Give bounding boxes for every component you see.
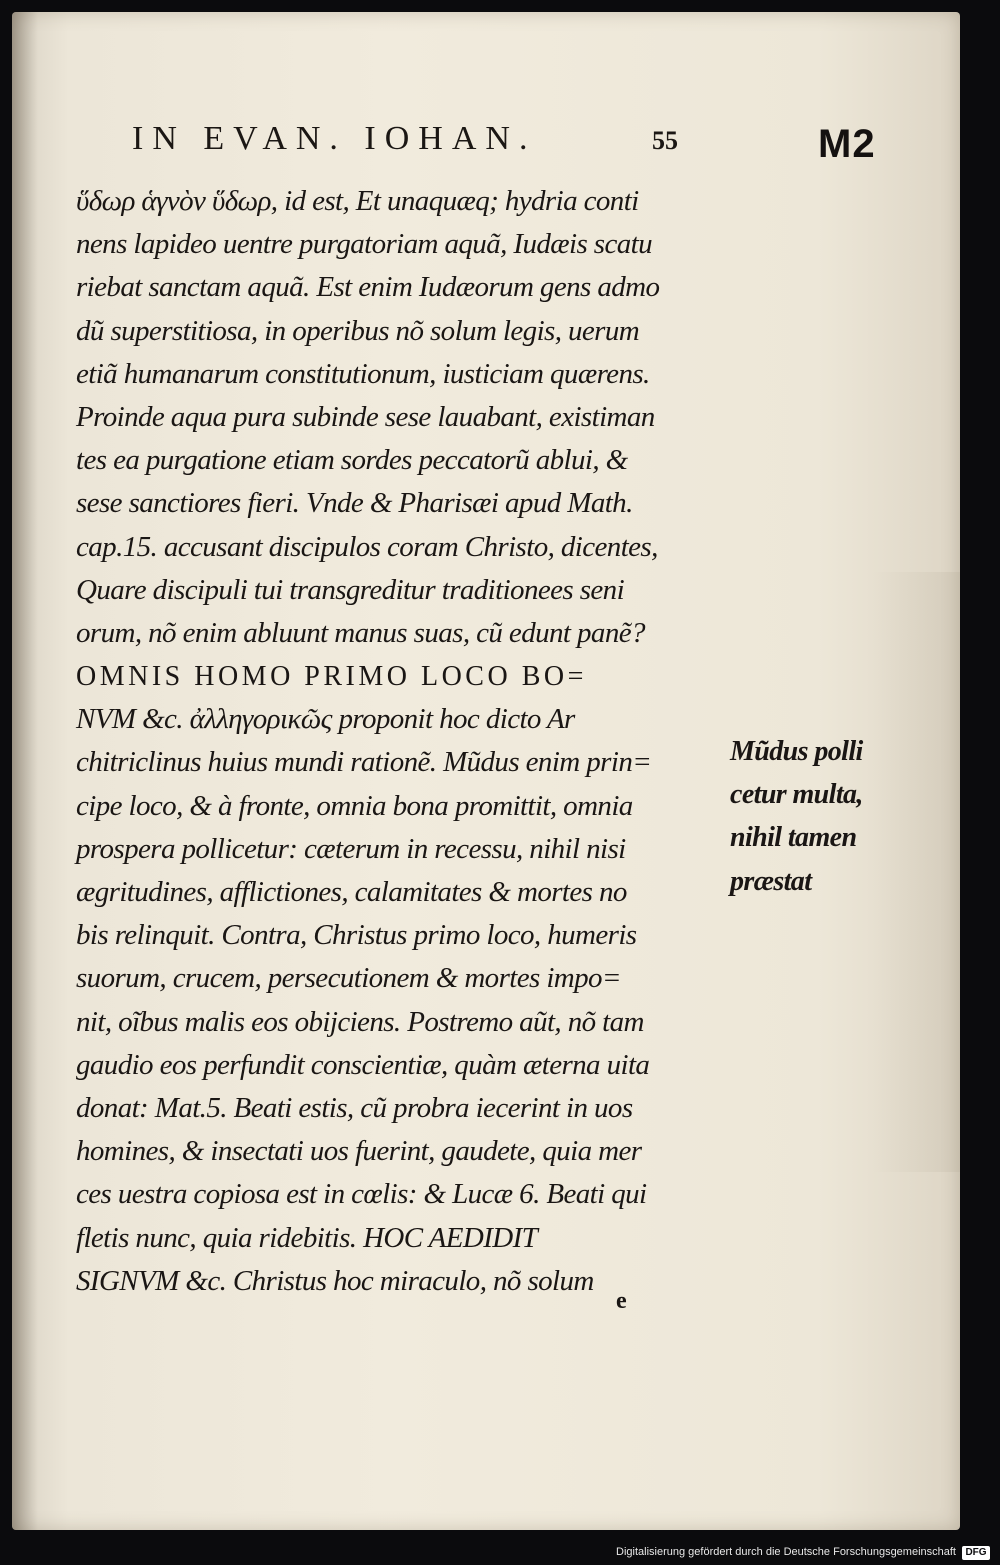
margin-note-line: cetur multa, (730, 779, 863, 811)
text-line: cap.15. accusant discipulos coram Christo, dicentes, (76, 530, 658, 563)
text-line: suorum, crucem, persecutionem & mortes impo= (76, 962, 621, 995)
text-line: etiã humanarum constitutionum, iusticiam quærens. (76, 357, 650, 390)
text-line: bis relinquit. Contra, Christus primo loco, humeris (76, 919, 637, 952)
footer-bar (0, 1535, 1000, 1565)
text-line: fletis nunc, quia ridebitis. HOC AEDIDIT (76, 1221, 538, 1254)
text-line: ces uestra copiosa est in cœlis: & Lucæ 6. Beati qui (76, 1178, 647, 1211)
text-line: Quare discipuli tui transgreditur traditionees seni (76, 573, 625, 606)
text-line: homines, & insectati uos fuerint, gaudete, quia mer (76, 1135, 642, 1168)
text-line: riebat sanctam aquã. Est enim Iudæorum gens admo (76, 271, 660, 304)
text-line: Proinde aqua pura subinde sese lauabant, existiman (76, 400, 655, 433)
page-mark: 55 (652, 126, 678, 155)
text-line: orum, nõ enim abluunt manus suas, cũ edunt panẽ? (76, 616, 645, 649)
spine-shadow (12, 12, 38, 1530)
text-line: sese sanctiores fieri. Vnde & Pharisæi apud Math. (76, 487, 633, 520)
text-line: dũ superstitiosa, in operibus nõ solum legis, uerum (76, 314, 640, 347)
text-line: gaudio eos perfundit conscientiæ, quàm æterna uita (76, 1048, 650, 1081)
page-header (132, 120, 702, 170)
text-line: SIGNVM &c. Christus hoc miraculo, nõ solum (76, 1264, 594, 1297)
dfg-logo: DFG (962, 1546, 990, 1560)
text-line: ὕδωρ ἁγνὸν ὕδωρ, id est, Et unaquæq; hydria conti (76, 185, 639, 217)
margin-note-line: præstat (730, 865, 812, 897)
book-page (12, 12, 960, 1530)
running-title: IN EVAN. IOHAN. (132, 120, 537, 157)
margin-note (730, 730, 930, 903)
text-line: chitriclinus huius mundi rationẽ. Mũdus enim prin= (76, 746, 652, 779)
main-text-block (76, 180, 726, 1303)
text-line: nit, oĩbus malis eos obijciens. Postremo aũt, nõ tam (76, 1005, 644, 1038)
margin-note-line: Mũdus polli (730, 736, 863, 767)
text-line: donat: Mat.5. Beati estis, cũ probra iecerint in uos (76, 1091, 633, 1124)
text-line: prospera pollicetur: cæterum in recessu, nihil nisi (76, 832, 626, 865)
signature-mark: e (616, 1288, 627, 1314)
text-line: ægritudines, afflictiones, calamitates & mortes no (76, 876, 627, 908)
text-line: NVM &c. ἀλληγορικῶς proponit hoc dicto Ar (76, 703, 575, 736)
text-line: tes ea purgatione etiam sordes peccatorũ ablui, & (76, 444, 628, 477)
margin-note-line: nihil tamen (730, 822, 857, 854)
text-line: nens lapideo uentre purgatoriam aquã, Iudæis scatu (76, 228, 653, 261)
text-line: OMNIS HOMO PRIMO LOCO BO= (76, 661, 587, 693)
folio-number: M2 (818, 122, 876, 166)
funding-credit: Digitalisierung gefördert durch die Deutsche Forschungsgemeinschaft (616, 1546, 956, 1558)
text-line: cipe loco, & à fronte, omnia bona promittit, omnia (76, 789, 633, 822)
